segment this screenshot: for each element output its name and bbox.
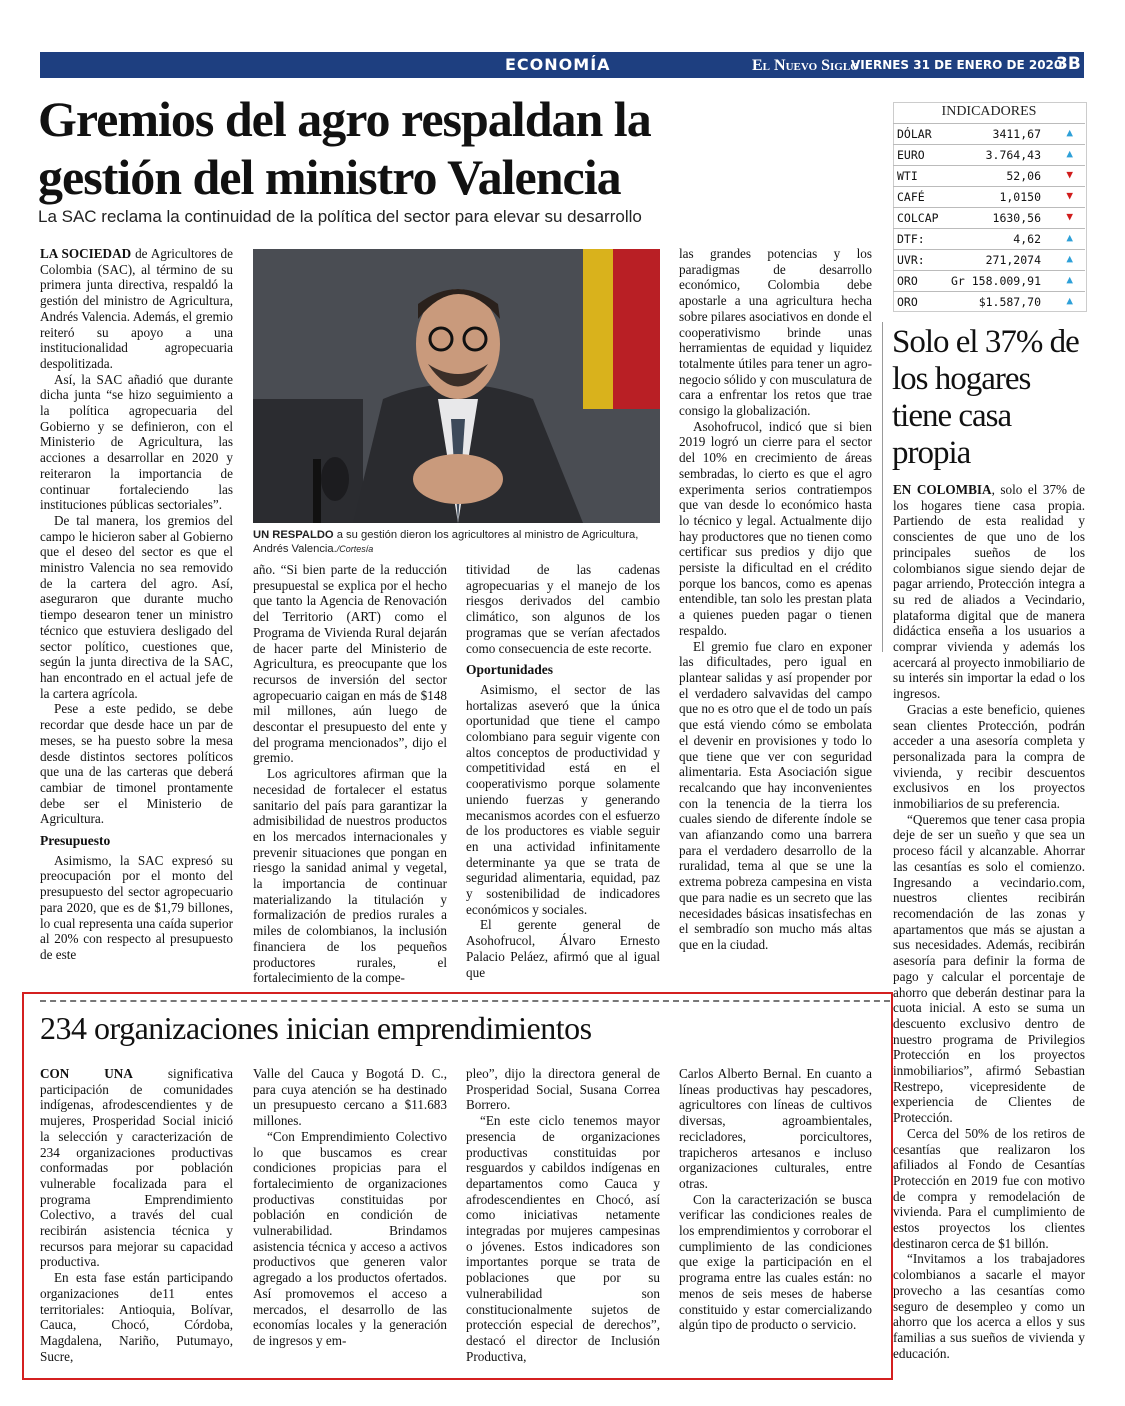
paragraph: Gracias a este beneficio, quienes sean clientes Protección, podrán acceder a una asesoría completa y personalizada para la compra de vivienda, y recibir descuentos exclusivos en los proyectos inmobiliarios de su preferencia. (893, 701, 1085, 812)
indicator-name: CAFÉ (897, 190, 925, 204)
indicator-name: DTF: (897, 232, 925, 246)
indicator-name: WTI (897, 169, 918, 183)
paragraph: Con la caracterización se busca verificar las condiciones reales de los emprendimientos y corroborar el cumplimiento de las condiciones que exige la participación en el programa entre las cuales están: no menos de seis meses de haberse constituido y estar comercializando algún tipo de producto o servicio. (679, 1191, 872, 1333)
paragraph: año. “Si bien parte de la reducción presupuestal se explica por el hecho que tanto la Agencia de Renovación del Territorio (ART) como el Programa de Vivienda Rural dejarán de hacer parte del Ministerio de Agricultura, es preocupante que los recursos de inversión del sector agropecuario caigan en más de $148 mil millones, aún luego de descontar el presupuesto del ente y del programa mencionados”, dijo el gremio. (253, 562, 447, 766)
indicator-row (893, 270, 1085, 292)
indicator-name: ORO (897, 274, 918, 288)
bottom-headline: 234 organizaciones inician emprendimientos (40, 1010, 592, 1046)
sidebar-headline: Solo el 37% de los hogares tiene casa propia (892, 324, 1079, 471)
arrow-down-icon: ▼ (1066, 210, 1073, 223)
paragraph: titividad de las cadenas agropecuarias y el manejo de los riesgos derivados del cambio climático, son algunos de los programas que se verían afectados como consecuencia de este recorte. (466, 562, 660, 656)
paragraph: Los agricultores afirman que la necesidad de fortalecer el estatus sanitario del país para garantizar la admisibilidad de nuestros productos en los mercados internacionales y prevenir situaciones que pongan en riesgo la sanidad animal y vegetal, la importancia de continuar materializando la titulación y formalización de predios rurales a miles de colombianos, la inclusión financiera de los pequeños productores rurales, el fortalecimiento de la compe- (253, 766, 447, 986)
paragraph: Asohofrucol, indicó que si bien 2019 logró un cierre para el sector del 10% en crecimiento de áreas sembradas, lo cierto es que el agro experimenta serios contratiempos que van desde lo económico hasta lo técnico y legal. Actualmente dijo hay productores que no tienen como certificar sus predios y dijo que persiste la dificultad en el crédito porque los bancos, como es apenas entendible, tan solo les prestan plata a quienes pueden pagar o tienen respaldo. (679, 418, 872, 638)
newspaper-name: El Nuevo Siglo (752, 57, 859, 74)
indicator-row (893, 123, 1085, 145)
indicator-value: Gr 158.009,91 (950, 274, 1041, 288)
bottom-column-2 (253, 1066, 447, 1366)
arrow-up-icon: ▲ (1066, 147, 1073, 160)
article-column-3 (466, 562, 660, 988)
section-name: ECONOMÍA (505, 55, 611, 74)
article-column-2 (253, 562, 447, 988)
article-column-4 (679, 246, 872, 988)
arrow-up-icon: ▲ (1066, 294, 1073, 307)
paragraph: Pese a este pedido, se debe recordar que desde hace un par de meses, se ha puesto sobre la mesa desde distintos sectores políticos que una de las carteras que deberá cambiar de timonel prontamente debe ser el Ministerio de Agricultura. (40, 701, 233, 827)
indicator-value: 52,06 (1006, 169, 1041, 183)
paragraph: Carlos Alberto Bernal. En cuanto a líneas productivas hay pescadores, agricultores con líneas de cultivos diversas, agroambientales, recicladores, porcicultores, trapicheros artesanos e incluso organizaciones culturales, entre otras. (679, 1066, 872, 1191)
indicator-value: 3411,67 (992, 127, 1041, 141)
article-column-1 (40, 246, 233, 988)
paragraph: significativa participación de comunidades indígenas, afrodescendientes y de mujeres, Prosperidad Social inició la selección y caracterización de 234 organizaciones productivas conformadas por población vulnerable focalizada para el programa Emprendimiento Colectivo, a través del cual recibirán asistencia técnica y recursos para mejorar su capacidad productiva. (40, 1066, 233, 1270)
indicator-row (893, 186, 1085, 208)
photo-caption (253, 528, 663, 556)
paragraph: De tal manera, los gremios del campo le hicieron saber al Gobierno que el deseo del sector es que el ministro Valencia no sea removido de la cartera del agro. Así, aseguraron que durante mucho tiempo desearon tener un ministro técnico que estuviera desligado del sector político, cuestiones que, según la junta directiva de la SAC, han encontrado en el actual jefe de la cartera agrícola. (40, 512, 233, 701)
indicator-value: 4,62 (1013, 232, 1041, 246)
lead-in: LA SOCIEDAD (40, 246, 132, 261)
bottom-column-1 (40, 1066, 233, 1366)
photo-credit: /Cortesía (336, 544, 374, 554)
indicator-row (893, 291, 1085, 313)
indicator-row (893, 228, 1085, 250)
indicator-name: COLCAP (897, 211, 939, 225)
paragraph: Valle del Cauca y Bogotá D. C., para cuya atención se ha destinado un presupuesto cercano a $11.683 millones. (253, 1066, 447, 1129)
paragraph: “Invitamos a los trabajadores colombianos a sacarle el mayor provecho a las cesantías como seguro de desempleo y como un ahorro que los acerca a ellos y sus familias a sus sueños de vivienda y educación. (893, 1251, 1085, 1361)
paragraph: En esta fase están participando organizaciones de11 entes territoriales: Antioquia, Bolívar, Cauca, Chocó, Córdoba, Magdalena, Nariño, Putumayo, Sucre, (40, 1270, 233, 1364)
paragraph: El gerente general de Asohofrucol, Álvaro Ernesto Palacio Peláez, afirmó que al igual que (466, 917, 660, 980)
arrow-up-icon: ▲ (1066, 252, 1073, 265)
paragraph: de Agricultores de Colombia (SAC), al término de su primera junta directiva, respaldó la gestión del ministro de Agricultura, Andrés Valencia. Además, el gremio reiteró su apoyo a una institucionalidad agropecuaria despolitizada. (40, 246, 233, 371)
arrow-down-icon: ▼ (1066, 189, 1073, 202)
paragraph: Cerca del 50% de los retiros de cesantías que realizaron los afiliados al Fondo de Cesantías Protección en 2019 fue con motivo de compra y remodelación de vivienda. Para el cumplimiento de estos proyectos los clientes destinaron cerca de $1 billón. (893, 1125, 1085, 1251)
indicator-value: $1.587,70 (978, 295, 1041, 309)
indicator-row (893, 207, 1085, 229)
indicator-value: 3.764,43 (985, 148, 1041, 162)
paragraph: “En este ciclo tenemos mayor presencia de organizaciones productivas constituidas por resguardos y cabildos indígenas en departamentos como Cauca y afrodescendientes en Chocó, así como iniciativas netamente integradas por mujeres campesinas o jóvenes. Estos indicadores son importantes porque se trata de poblaciones que por su vulnerabilidad son constitucionalmente sujetos de protección especial de derechos”, destacó el director de Inclusión Productiva, (466, 1113, 660, 1364)
column-divider (882, 322, 883, 652)
indicator-name: DÓLAR (897, 127, 932, 141)
indicator-row (893, 249, 1085, 271)
dashed-divider (40, 1000, 890, 1002)
indicator-row (893, 144, 1085, 166)
arrow-up-icon: ▲ (1066, 273, 1073, 286)
paragraph: Asimismo, la SAC expresó su preocupación por el monto del presupuesto del sector agropecuario para 2020, que es de $1,79 billones, lo cual representa una caída superior al 20% con respecto al presupuesto de este (40, 852, 233, 962)
caption-lead: UN RESPALDO (253, 529, 334, 541)
paragraph: “Con Emprendimiento Colectivo lo que buscamos es crear condiciones propicias para el fortalecimiento de organizaciones productivas constituidas por población en condición de vulnerabilidad. Brindamos asistencia técnica y acceso a activos productivos que generen valor agregado a los productos ofertados. Así promovemos el acceso a mercados, el desarrollo de las economías locales y la generación de ingresos y em- (253, 1128, 447, 1348)
paragraph: Así, la SAC añadió que durante dicha junta “se hizo seguimiento a la política agropecuaria del Gobierno y se definieron, con el Ministerio de Agricultura, las acciones a desarrollar en 2020 y reiteraron la importancia de continuar fortaleciendo las instituciones públicas sectoriales”. (40, 371, 233, 513)
bottom-column-3 (466, 1066, 660, 1366)
main-subheadline: La SAC reclama la continuidad de la política del sector para elevar su desarrollo (38, 207, 642, 226)
paragraph: las grandes potencias y los paradigmas de desarrollo económico, Colombia debe apostarle a una agricultura hecha sobre pilares asociativos en donde el cooperativismo brinde unas herramientas de equidad y liquidez totalmente útiles para tener un agro-negocio sólido y con musculatura de cara a enfrentar los retos que trae consigo la globalización. (679, 246, 872, 419)
indicator-name: EURO (897, 148, 925, 162)
caption-text: a su gestión dieron los agricultores al ministro de Agricultura, Andrés Valencia. (253, 529, 639, 555)
indicators-title: INDICADORES (941, 104, 1037, 119)
subheading: Oportunidades (466, 662, 554, 678)
headline-line-1: Gremios del agro respaldan la (38, 91, 651, 147)
indicator-value: 1630,56 (992, 211, 1041, 225)
subheading: Presupuesto (40, 833, 111, 849)
indicator-name: ORO (897, 295, 918, 309)
indicator-name: UVR: (897, 253, 925, 267)
arrow-down-icon: ▼ (1066, 168, 1073, 181)
lead-in: EN COLOMBIA (893, 482, 992, 497)
lead-in: CON UNA (40, 1066, 133, 1081)
indicator-row (893, 165, 1085, 187)
paragraph: pleo”, dijo la directora general de Prosperidad Social, Susana Correa Borrero. (466, 1066, 660, 1113)
indicator-value: 271,2074 (985, 253, 1041, 267)
indicator-value: 1,0150 (999, 190, 1041, 204)
bottom-column-4 (679, 1066, 872, 1366)
page-number: 3B (1056, 54, 1081, 74)
minister-photo-illustration (253, 249, 660, 523)
paragraph: , solo el 37% de los hogares tiene casa propia. Partiendo de esta realidad y conscientes de que uno de los principales sueños de los colombianos sigue siendo dejar de pagar arriendo, Protección integra a su red de aliados a Vecindario, plataforma digital que de manera didáctica enseña a los usuarios a comprar vivienda y además los acercará al proyecto inmobiliario de su interés sin importar la edad o los ingresos. (893, 482, 1085, 702)
arrow-up-icon: ▲ (1066, 126, 1073, 139)
main-headline (38, 90, 878, 206)
article-photo (253, 249, 660, 523)
paragraph: “Queremos que tener casa propia deje de ser un sueño y que sea un proceso fácil y alcanzable. Ahorrar las cesantías es solo el comienzo. Ingresando a vecindario.com, nuestros clientes recibirán recomendación de las zonas y apartamentos que más se ajustan a sus necesidades. Además, recibirán asesoría para definir la forma de pago y calcular el porcentaje de ahorro que deberán destinar para la cuota inicial. A esto se suma un descuento exclusivo dentro de nuestro programa de Privilegios Protección en los proyectos inmobiliarios”, afirmó Sebastian Restrepo, vicepresidente de experiencia de Clientes de Protección. (893, 811, 1085, 1126)
arrow-up-icon: ▲ (1066, 231, 1073, 244)
issue-date: VIERNES 31 DE ENERO DE 2020 (851, 58, 1063, 72)
sidebar-article (893, 482, 1085, 1362)
paragraph: El gremio fue claro en exponer las dificultades, pero igual en plantear salidas y así propender por el verdadero salvavidas del campo que no es otro que el de todo un país que está viendo cómo se embolata el devenir en provisiones y todo lo que tiene que ver con seguridad alimentaria. Esta Asociación sigue recalcando que hay inconvenientes con la tenencia de la tierra los cuales siendo de diferente índole se van afianzando como una barrera para el verdadero desarrollo de la ruralidad, tema al que se une la extrema pobreza campesina en vista que para nadie es un secreto que las necesidades básicas insatisfechas en el sembradío son mucho más altas que en la ciudad. (679, 638, 872, 952)
headline-line-2: gestión del ministro Valencia (38, 149, 621, 205)
paragraph: Asimismo, el sector de las hortalizas aseveró que la única oportunidad que tiene el campo colombiano para seguir vigente con altos conceptos de productividad y competitividad está en el cooperativismo porque solamente uniendo fuerzas y generando mecanismos acordes con el esfuerzo de los productores es viable seguir en una actividad infinitamente determinante ya que se trata de seguridad alimentaria, equidad, paz y sostenibilidad de indicadores económicos y sociales. (466, 681, 660, 917)
